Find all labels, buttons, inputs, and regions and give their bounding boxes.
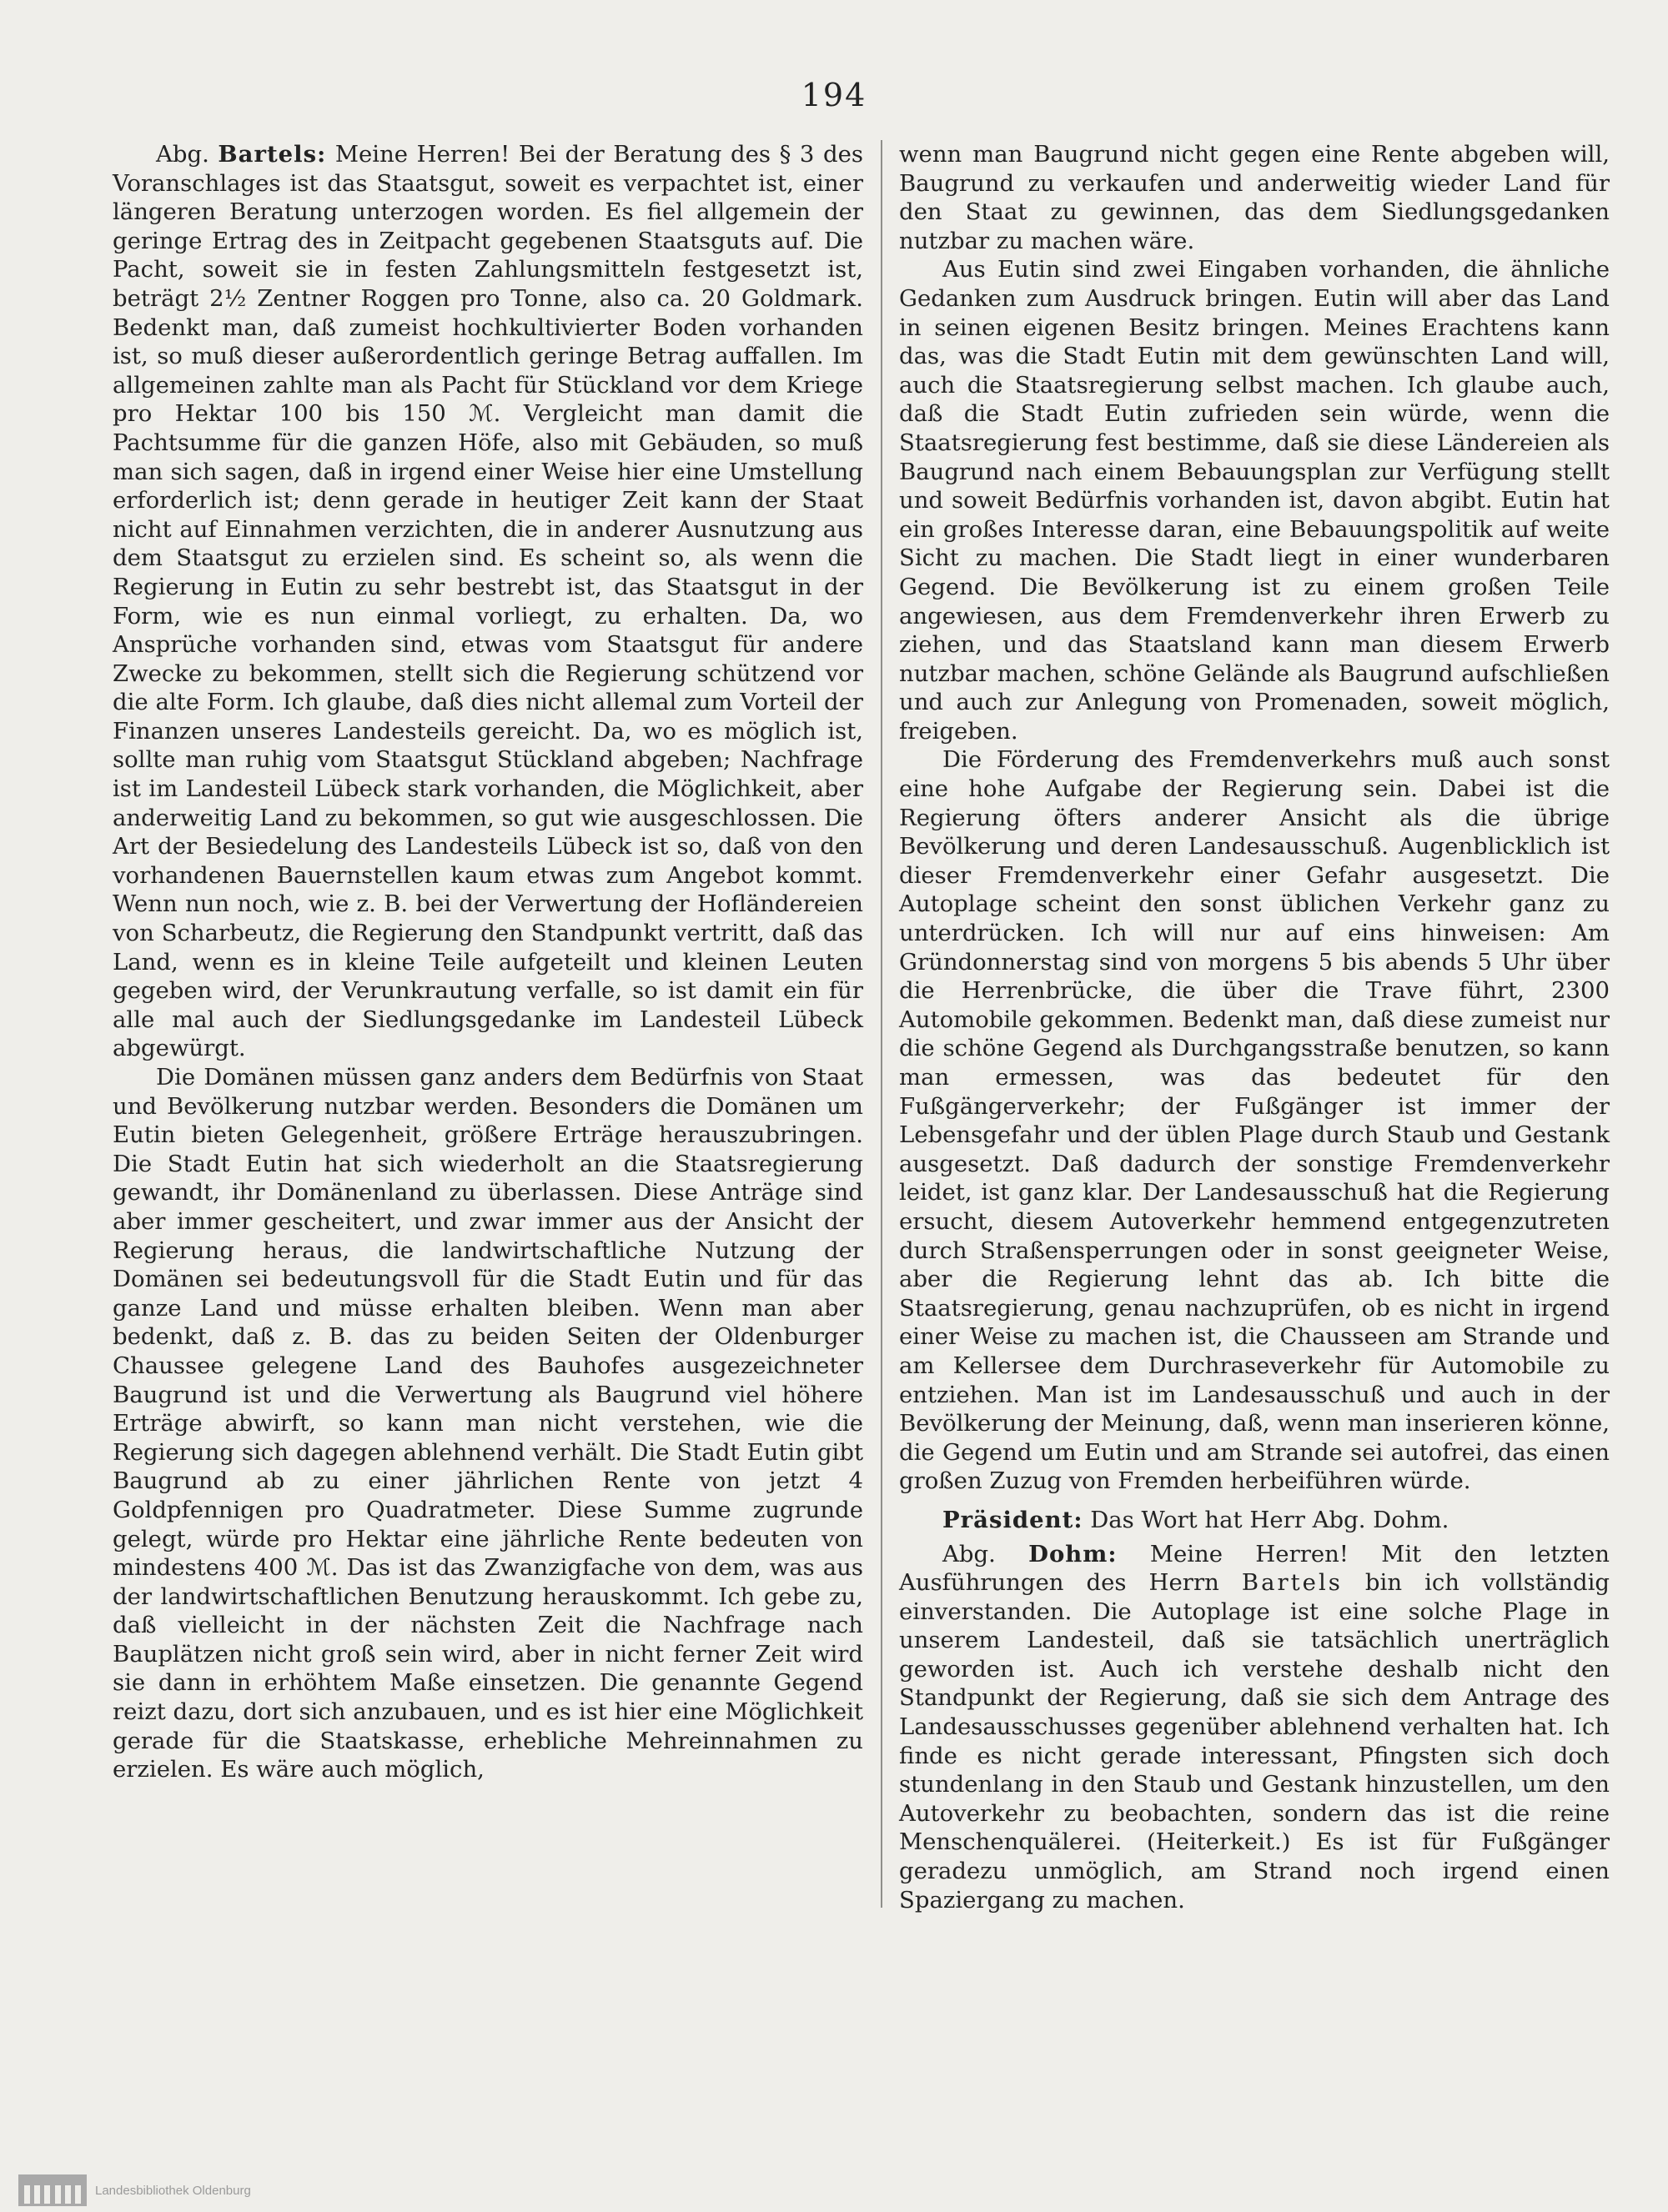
speaker-name: Dohm: — [1028, 1540, 1118, 1567]
speaker-prefix: Abg. — [156, 141, 219, 168]
speaker-name: Bartels: — [218, 141, 327, 168]
paragraph-text: Meine Herren! Bei der Beratung des § 3 des Voranschlages ist das Staatsgut, soweit es verpachtet ist, einer längeren Beratung unterzogen worden. Es fiel allgemein der geringe Ertrag des in Zeitpacht gegebenen Staatsguts auf. Die Pacht, soweit sie in festen Zahlungsmitteln festgesetzt ist, beträgt 2½ Zentner Roggen pro Tonne, also ca. 20 Goldmark. Bedenkt man, daß zumeist hochkultivierter Boden vorhanden ist, so muß dieser außerordentlich geringe Betrag auffallen. Im allgemeinen zahlte man als Pacht für Stückland vor dem Kriege pro Hektar 100 bis 150 ℳ. Vergleicht man damit die Pachtsumme für die ganzen Höfe, also mit Gebäuden, so muß man sich sagen, daß in irgend einer Weise hier eine Umstellung erforderlich ist; denn gerade in heutiger Zeit kann der Staat nicht auf Einnahmen verzichten, die in anderer Ausnutzung aus dem Staatsgut zu erzielen sind. Es scheint so, als wenn die Regierung in Eutin zu sehr bestrebt ist, das Staatsgut in der Form, wie es nun einmal vorliegt, zu erhalten. Da, wo Ansprüche vorhanden sind, etwas vom Staatsgut für andere Zwecke zu bekommen, stellt sich die Regierung schützend vor die alte Form. Ich glaube, daß dies nicht allemal zum Vorteil der Finanzen unseres Landesteils gereicht. Da, wo es möglich ist, sollte man ruhig vom Staatsgut Stückland abgeben; Nachfrage ist im Landesteil Lübeck stark vorhanden, die Möglichkeit, aber anderweitig Land zu bekommen, so gut wie ausgeschlossen. Die Art der Besiedelung des Landesteils Lübeck ist so, daß von den vorhandenen Bauernstellen kaum etwas zum Angebot kommt. Wenn nun noch, wie z. B. bei der Verwertung der Hofländereien von Scharbeutz, die Regierung den Standpunkt vertritt, daß das Land, wenn es in kleine Teile aufgeteilt und kleinen Leuten gegeben wird, der Verunkrautung verfalle, so ist damit ein für alle mal auch der Siedlungsgedanke im Landesteil Lübeck abgewürgt. — [113, 141, 863, 1062]
column-divider — [881, 140, 882, 1908]
speaker-name: Präsident: — [942, 1506, 1083, 1533]
footer — [18, 2174, 251, 2206]
right-column — [899, 140, 1610, 1914]
paragraph-text: bin ich vollständig einverstanden. Die Autoplage ist eine solche Plage in unserem Landesteil, daß sie tatsächlich unerträglich geworden ist. Auch ich verstehe deshalb nicht den Standpunkt der Regierung, daß sie sich dem Antrage des Landesausschusses gegenüber ablehnend verhalten hat. Ich finde es nicht gerade interessant, Pfingsten sich doch stundenlang in den Staub und Gestank hinzustellen, um den Autoverkehr zu beobachten, sondern das ist die reine Menschenquälerei. (Heiterkeit.) Es ist für Fußgänger geradezu unmöglich, am Strand noch irgend einen Spaziergang zu machen. — [899, 1569, 1610, 1914]
speaker-prefix: Abg. — [942, 1540, 1029, 1567]
library-building-logo-icon — [18, 2174, 87, 2206]
paragraph-bartels-3: wenn man Baugrund nicht gegen eine Rente abgeben will, Baugrund zu verkaufen und anderweitig wieder Land für den Staat zu gewinnen, das dem Siedlungsgedanken nutzbar zu machen wäre. — [899, 141, 1610, 254]
paragraph-bartels-5: Die Förderung des Fremdenverkehrs muß auch sonst eine hohe Aufgabe der Regierung sein. Dabei ist die Regierung öfters anderer Ansicht als die übrige Bevölkerung und deren Landesausschuß. Augenblicklich ist dieser Fremdenverkehr einer Gefahr ausgesetzt. Die Autoplage scheint den sonst üblichen Verkehr ganz zu unterdrücken. Ich will nur auf eins hinweisen: Am Gründonnerstag sind von morgens 5 bis abends 5 Uhr über die Herrenbrücke, die über die Trave führt, 2300 Automobile gekommen. Bedenkt man, daß diese zumeist nur die schöne Gegend als Durchgangsstraße benutzen, so kann man ermessen, was das bedeutet für den Fußgängerverkehr; der Fußgänger ist immer der Lebensgefahr und der üblen Plage durch Staub und Gestank ausgesetzt. Daß dadurch der sonstige Fremdenverkehr leidet, ist ganz klar. Der Landesausschuß hat die Regierung ersucht, diesem Autoverkehr hemmend entgegenzutreten durch Straßensperrungen oder in sonst geeigneter Weise, aber die Regierung lehnt das ab. Ich bitte die Staatsregierung, genau nachzuprüfen, ob es nicht in irgend einer Weise zu machen ist, die Chausseen am Strande und am Kellersee dem Durchraseverkehr für Automobile zu entziehen. Man ist im Landesausschuß und auch in der Bevölkerung der Meinung, daß, wenn man inserieren könne, die Gegend um Eutin und am Strande sei autofrei, das einen großen Zuzug von Fremden herbeiführen würde. — [899, 746, 1610, 1495]
paragraph-text: Das Wort hat Herr Abg. Dohm. — [1083, 1506, 1449, 1533]
page-number: 194 — [801, 77, 867, 113]
paragraph-bartels-1 — [113, 140, 863, 1063]
spaced-name: Bartels — [1241, 1569, 1343, 1597]
paragraph-text: Meine Herren! Mit den letzten Ausführungen des Herrn — [899, 1540, 1610, 1597]
paragraph-praesident — [899, 1506, 1610, 1535]
library-name: Landesbibliothek Oldenburg — [95, 2183, 251, 2198]
paragraph-bartels-4: Aus Eutin sind zwei Eingaben vorhanden, die ähnliche Gedanken zum Ausdruck bringen. Eutin will aber das Land in seinen eigenen Besitz bringen. Meines Erachtens kann das, was die Stadt Eutin mit dem gewünschten Land will, auch die Staatsregierung selbst machen. Ich glaube auch, daß die Stadt Eutin zufrieden sein würde, wenn die Staatsregierung fest bestimme, daß sie diese Ländereien als Baugrund nach einem Bebauungsplan zur Verfügung stellt und soweit Bedürfnis vorhanden ist, davon abgibt. Eutin hat ein großes Interesse daran, eine Bebauungspolitik auf weite Sicht zu machen. Die Stadt liegt in einer wunderbaren Gegend. Die Bevölkerung ist zu einem großen Teile angewiesen, aus dem Fremdenverkehr ihren Erwerb zu ziehen, und das Staatsland kann man diesem Erwerb nutzbar machen, schöne Gelände als Baugrund aufschließen und auch zur Anlegung von Promenaden, soweit möglich, freigeben. — [899, 256, 1610, 745]
paragraph-dohm — [899, 1540, 1610, 1915]
paragraph-bartels-2: Die Domänen müssen ganz anders dem Bedürfnis von Staat und Bevölkerung nutzbar werden. Besonders die Domänen um Eutin bieten Gelegenheit, größere Erträge herauszubringen. Die Stadt Eutin hat sich wiederholt an die Staatsregierung gewandt, ihr Domänenland zu überlassen. Diese Anträge sind aber immer gescheitert, und zwar immer aus der Ansicht der Regierung heraus, die landwirtschaftliche Nutzung der Domänen sei bedeutungsvoll für die Stadt Eutin und für das ganze Land und müsse erhalten bleiben. Wenn man aber bedenkt, daß z. B. das zu beiden Seiten der Oldenburger Chaussee gelegene Land des Bauhofes ausgezeichneter Baugrund ist und die Verwertung als Baugrund viel höhere Erträge abwirft, so kann man nicht verstehen, wie die Regierung sich dagegen ablehnend verhält. Die Stadt Eutin gibt Baugrund ab zu einer jährlichen Rente von jetzt 4 Goldpfennigen pro Quadratmeter. Diese Summe zugrunde gelegt, würde pro Hektar eine jährliche Rente bedeuten von mindestens 400 ℳ. Das ist das Zwanzigfache von dem, was aus der landwirtschaftlichen Benutzung herauskommt. Ich gebe zu, daß vielleicht in der nächsten Zeit die Nachfrage nach Bauplätzen nicht groß sein wird, aber in nicht ferner Zeit wird sie dann in erhöhtem Maße einsetzen. Die genannte Gegend reizt dazu, dort sich anzubauen, und es ist hier eine Möglichkeit gerade für die Staatskasse, erhebliche Mehreinnahmen zu erzielen. Es wäre auch möglich, — [113, 1064, 863, 1783]
left-column — [113, 140, 863, 1784]
